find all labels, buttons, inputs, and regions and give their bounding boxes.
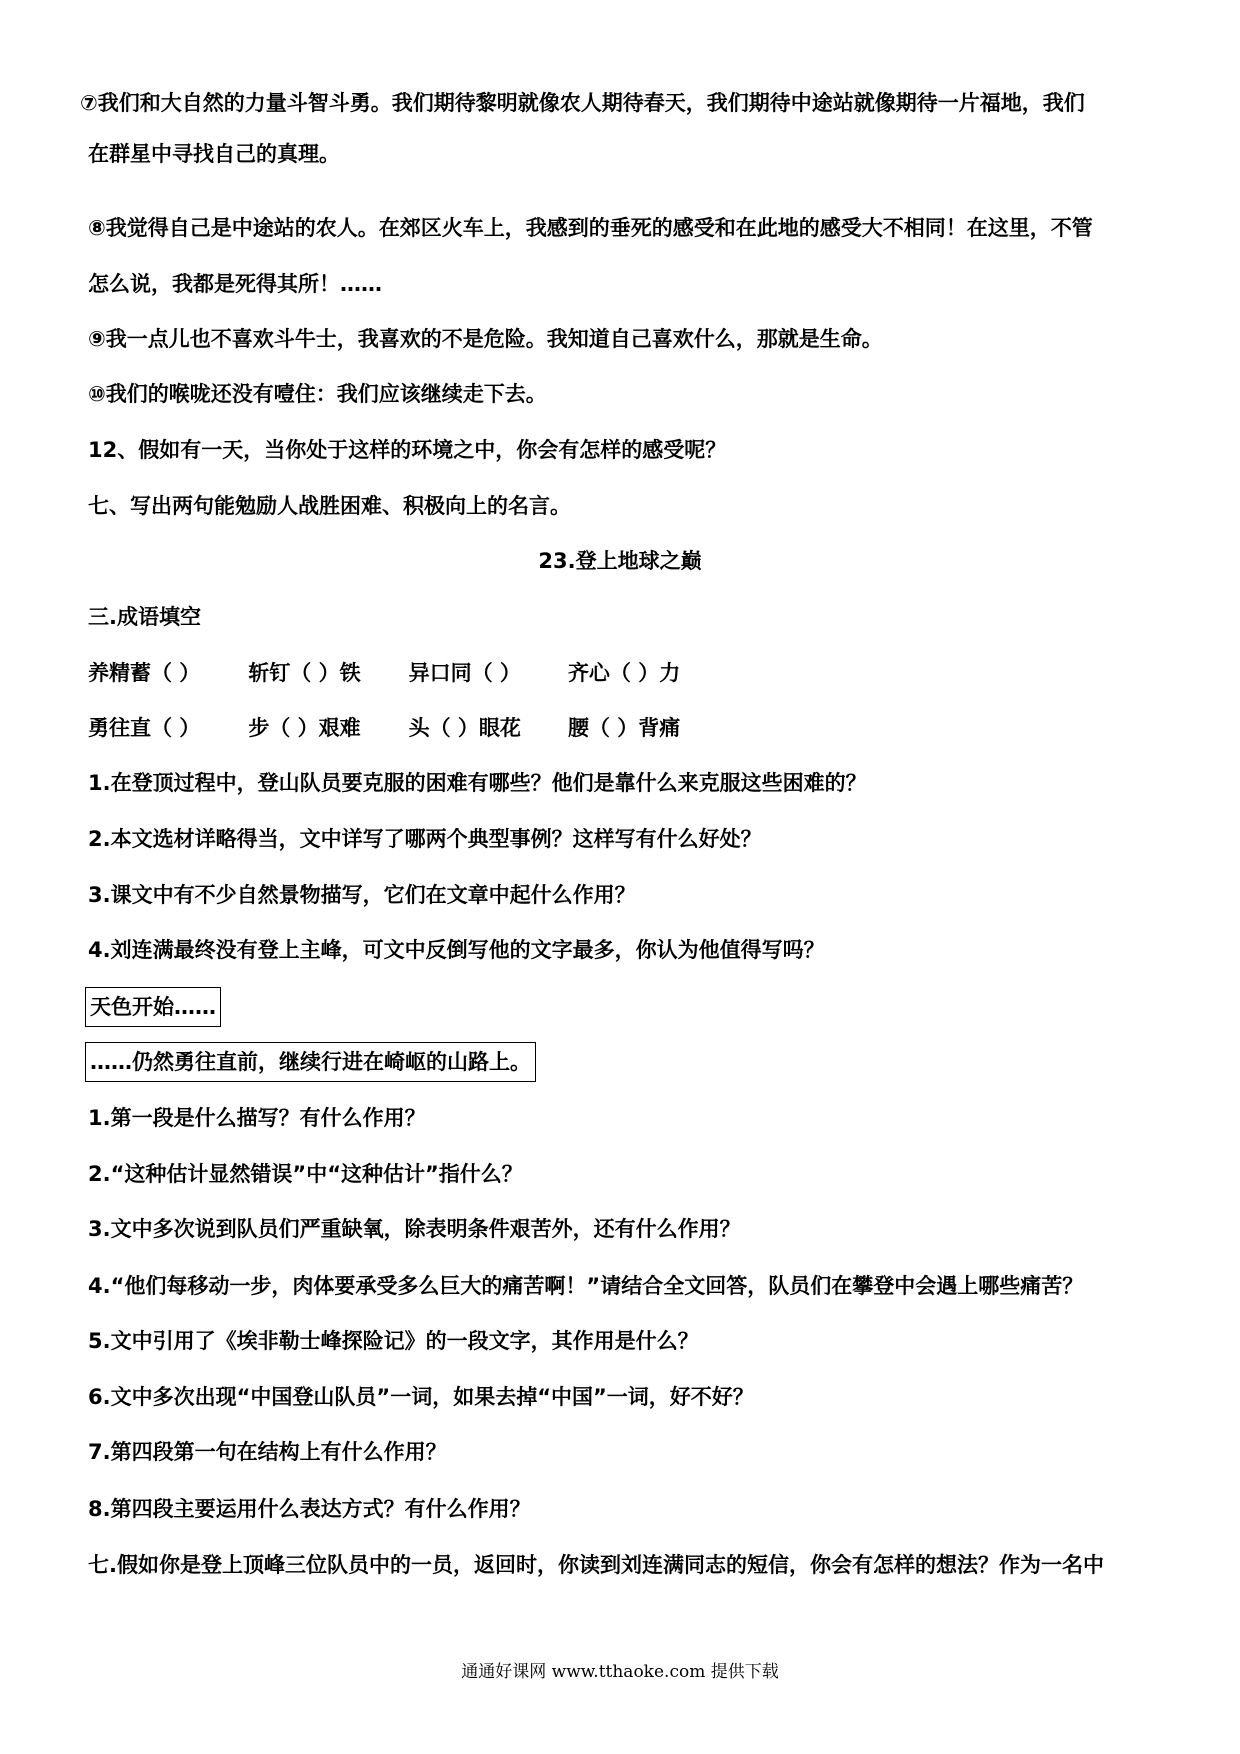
- question-b-7: 7.第四段第一句在结构上有什么作用？: [88, 1440, 447, 1464]
- top-line-1: ⑦我们和大自然的力量斗智斗勇。我们期待黎明就像农人期待春天，我们期待中途站就像期待一片福地，我们: [80, 91, 1085, 115]
- idiom-item: 头（ ）眼花: [408, 716, 521, 740]
- top-line-7: 12、假如有一天，当你处于这样的环境之中，你会有怎样的感受呢？: [88, 438, 727, 462]
- lesson-title: 23.登上地球之巅: [538, 549, 702, 573]
- question-b-2: 2.“这种估计显然错误”中“这种估计”指什么？: [88, 1162, 523, 1186]
- boxed-excerpt-start: 天色开始……: [85, 987, 221, 1027]
- top-line-8: 七、写出两句能勉励人战胜困难、积极向上的名言。: [88, 494, 571, 518]
- question-b-9: 七.假如你是登上顶峰三位队员中的一员，返回时，你读到刘连满同志的短信，你会有怎样的想法？作为一名中: [88, 1553, 1104, 1577]
- idiom-item: 养精蓄（ ）: [88, 661, 201, 685]
- idiom-item: 异口同（ ）: [408, 661, 521, 685]
- idiom-item: 斩钉（ ）铁: [248, 661, 361, 685]
- top-line-6: ⑩我们的喉咙还没有噎住：我们应该继续走下去。: [88, 382, 547, 406]
- question-a-4: 4.刘连满最终没有登上主峰，可文中反倒写他的文字最多，你认为他值得写吗？: [88, 938, 825, 962]
- idiom-item: 腰（ ）背痛: [567, 716, 681, 740]
- question-b-5: 5.文中引用了《埃非勒士峰探险记》的一段文字，其作用是什么？: [88, 1329, 699, 1353]
- idioms-row-2: [88, 713, 680, 743]
- question-b-6: 6.文中多次出现“中国登山队员”一词，如果去掉“中国”一词，好不好？: [88, 1385, 754, 1409]
- question-b-1: 1.第一段是什么描写？有什么作用？: [88, 1106, 426, 1130]
- question-b-3: 3.文中多次说到队员们严重缺氧，除表明条件艰苦外，还有什么作用？: [88, 1217, 741, 1241]
- idiom-item: 勇往直（ ）: [88, 716, 201, 740]
- top-line-2: 在群星中寻找自己的真理。: [88, 142, 340, 166]
- question-a-2: 2.本文选材详略得当，文中详写了哪两个典型事例？这样写有什么好处？: [88, 827, 762, 851]
- section-idioms-heading: 三.成语填空: [88, 605, 201, 629]
- top-line-3: ⑧我觉得自己是中途站的农人。在郊区火车上，我感到的垂死的感受和在此地的感受大不相同！在这里，不管: [88, 216, 1093, 240]
- idiom-item: 齐心（ ）力: [567, 661, 681, 685]
- question-b-8: 8.第四段主要运用什么表达方式？有什么作用？: [88, 1497, 531, 1521]
- question-a-3: 3.课文中有不少自然景物描写，它们在文章中起什么作用？: [88, 883, 636, 907]
- boxed-excerpt-end: ……仍然勇往直前，继续行进在崎岖的山路上。: [85, 1042, 536, 1082]
- top-line-4: 怎么说，我都是死得其所！……: [88, 272, 382, 296]
- question-b-4: 4.“他们每移动一步，肉体要承受多么巨大的痛苦啊！”请结合全文回答，队员们在攀登中会遇上哪些痛苦？: [88, 1274, 1084, 1298]
- question-a-1: 1.在登顶过程中，登山队员要克服的困难有哪些？他们是靠什么来克服这些困难的？: [88, 771, 867, 795]
- footer-source: 通通好课网 www.tthaoke.com 提供下载: [461, 1662, 779, 1682]
- top-line-5: ⑨我一点儿也不喜欢斗牛士，我喜欢的不是危险。我知道自己喜欢什么，那就是生命。: [88, 327, 883, 351]
- idiom-item: 步（ ）艰难: [248, 716, 361, 740]
- idioms-row-1: [88, 658, 680, 688]
